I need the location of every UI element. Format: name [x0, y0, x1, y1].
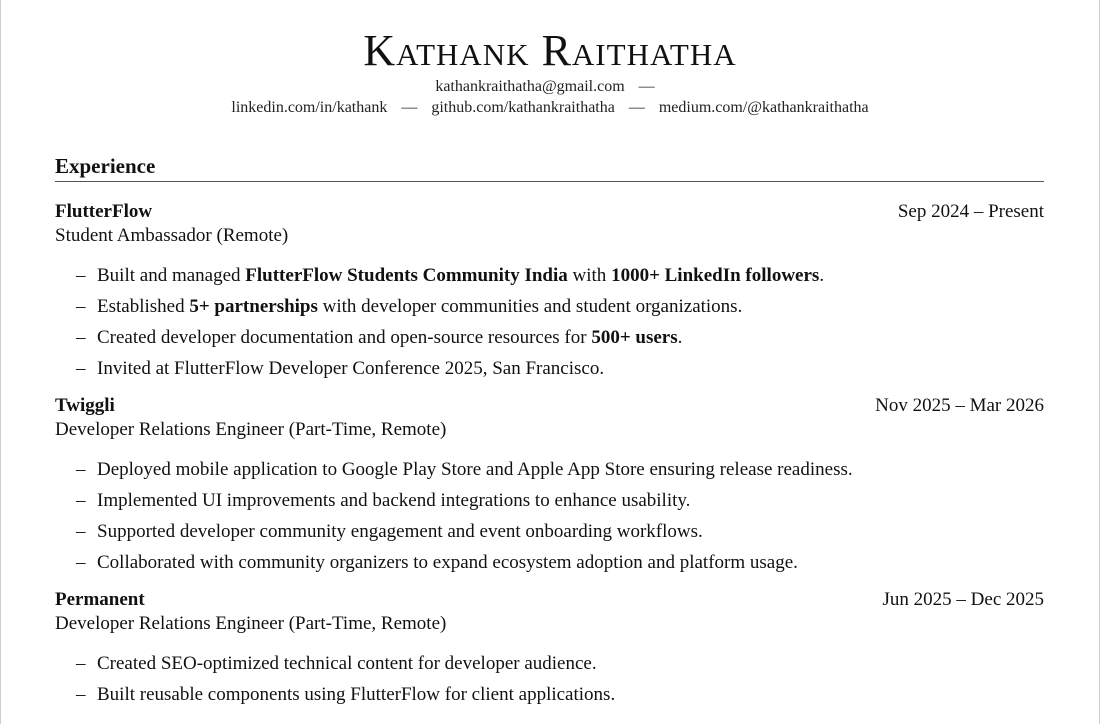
resume-header: [1, 0, 1099, 118]
section-divider: [55, 181, 1044, 182]
experience-entry-header: [55, 394, 1044, 418]
responsibility-list: [55, 260, 1044, 384]
candidate-name: Kathank Raithatha: [363, 26, 737, 75]
experience-list: [55, 200, 1044, 710]
responsibility-item: [76, 260, 1044, 291]
highlight-text: FlutterFlow Students Community India: [245, 265, 568, 286]
company-name: Permanent: [55, 589, 145, 610]
experience-entry: [55, 200, 1044, 384]
responsibility-item: [76, 291, 1044, 322]
item-text: with developer communities and student organizations.: [317, 296, 743, 317]
highlight-text: 5+ partnerships: [189, 296, 318, 317]
responsibility-item: [76, 322, 1044, 353]
separator: —: [638, 78, 655, 95]
experience-entry-header: [55, 588, 1044, 612]
item-text: .: [819, 265, 825, 286]
resume-content: [55, 152, 1044, 710]
job-role: Student Ambassador (Remote): [55, 225, 289, 246]
contact-line-links: [1, 97, 1099, 118]
highlight-text: 1000+ LinkedIn followers: [611, 265, 820, 286]
responsibility-item: [76, 648, 1044, 679]
email-link[interactable]: kathankraithatha@gmail.com: [435, 78, 625, 95]
employment-dates: Sep 2024 – Present: [897, 201, 1044, 222]
job-role: Developer Relations Engineer (Part-Time, Remote): [55, 613, 447, 634]
responsibility-list: [55, 454, 1044, 578]
item-text: Created developer documentation and open-source resources for: [97, 327, 592, 348]
item-text: Collaborated with community organizers to expand ecosystem adoption and platform usage.: [97, 552, 798, 573]
section-title-experience: Experience: [55, 154, 156, 178]
responsibility-item: [76, 353, 1044, 384]
company-name: FlutterFlow: [55, 201, 153, 222]
company-name: Twiggli: [55, 395, 115, 416]
job-role: Developer Relations Engineer (Part-Time, Remote): [55, 419, 447, 440]
responsibility-item: [76, 679, 1044, 710]
employment-dates: Nov 2025 – Mar 2026: [875, 395, 1044, 416]
item-text: .: [677, 327, 683, 348]
item-text: Implemented UI improvements and backend integrations to enhance usability.: [97, 490, 691, 511]
separator: —: [628, 99, 645, 116]
responsibility-item: [76, 485, 1044, 516]
medium-link[interactable]: medium.com/@kathankraithatha: [658, 99, 869, 116]
experience-entry: [55, 588, 1044, 710]
github-link[interactable]: github.com/kathankraithatha: [431, 99, 615, 116]
responsibility-item: [76, 516, 1044, 547]
highlight-text: 500+ users: [591, 327, 678, 348]
experience-entry-header: [55, 200, 1044, 224]
item-text: Supported developer community engagement and event onboarding workflows.: [97, 521, 703, 542]
responsibility-item: [76, 547, 1044, 578]
responsibility-item: [76, 454, 1044, 485]
experience-entry: [55, 394, 1044, 578]
item-text: Deployed mobile application to Google Play Store and Apple App Store ensuring release readiness.: [97, 459, 853, 480]
item-text: Built and managed: [97, 265, 246, 286]
item-text: Invited at FlutterFlow Developer Conference 2025, San Francisco.: [97, 358, 605, 379]
separator: —: [401, 99, 418, 116]
responsibility-list: [55, 648, 1044, 710]
item-text: Built reusable components using FlutterFlow for client applications.: [97, 684, 616, 705]
item-text: Established: [97, 296, 190, 317]
employment-dates: Jun 2025 – Dec 2025: [882, 589, 1044, 610]
linkedin-link[interactable]: linkedin.com/in/kathank: [231, 99, 388, 116]
item-text: with: [567, 265, 612, 286]
item-text: Created SEO-optimized technical content for developer audience.: [97, 653, 597, 674]
contact-line-email: [1, 76, 1099, 97]
